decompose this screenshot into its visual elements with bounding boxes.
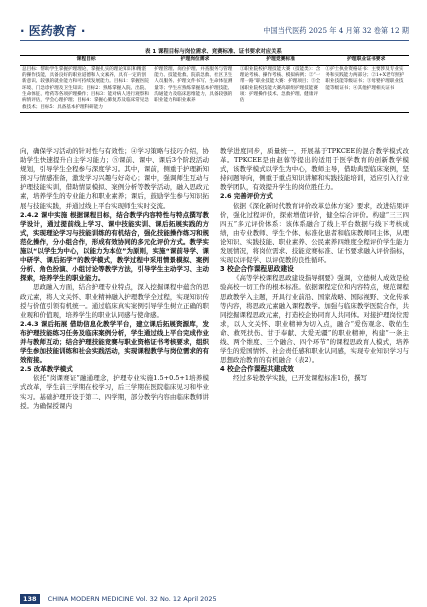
section-title: · 医药教育 · xyxy=(20,24,86,38)
left-text-column xyxy=(20,147,209,411)
page-header xyxy=(0,0,427,44)
body-paragraph: 依托“岗课赛证”融通理念，护理专业实施1.5+0.5+1培养模式改革，学生前三学期在校学习，后三学期在医院临床见习和毕业实习。基础护理开设于第二、四学期，部分教学内容由临床教师讲授。为确保授课内 xyxy=(20,374,209,410)
table-cell: 总目标：帮助学生掌握护理理论，掌握扎实的理论知识和精湛的操作技能，具备良好的职业道德和人文素养，具有一定的创新意识、较强的就业能力和可持续发展能力。目标1：掌握医院环境、门急诊护理及卫生知识；目标2：熟练掌握入院、出院、生命体征、给药等各项护理操作；目标3：能对病人进行观察和病情评估，学会心理护理；目标4：掌握心肺复苏及临床常见急救技术；目标5：具备基本护理科研能力 xyxy=(20,65,152,112)
body-paragraph: 依据《深化新时代教育评价改革总体方案》要求，改进结果评价，强化过程评价，探索增值评价，健全综合评价。构建“三三四四五”多元评价体系：该体系融合了线上平台数据与线下考核成绩，由专业教师、学生个体、标准化患者和临床教师同主体，从理论知识、实践技能、职业素养、公民素养四维度全程评价学生能力发展情况，将岗位需求、技能竞赛标准、证书要求融入评价指标，实现以评促学、以评促教的良性循环。 xyxy=(220,201,409,265)
table-header-cell: 课程目标 xyxy=(20,56,152,66)
header-rule xyxy=(20,40,409,41)
section-heading: 2.5 改革教学模式 xyxy=(20,365,73,374)
section-heading: 2.6 完善评价方式 xyxy=(220,192,273,201)
section-heading: 3 校企合作课程思政建设 xyxy=(220,265,294,274)
section-heading: 2.4.3 课后拓展 借助信息化教学平台，建立课后拓展资源库，发布护理技能练习任务及临床案例分析，学生通过线上平台完成作业并与教师互动；结合护理技能竞赛与职业资格证书考核要求，组织学生参加技能训练和社会实践活动，实现课程教学与岗位需求的有效衔接。 xyxy=(20,319,209,365)
section-heading: 4 校企合作课程共建成效 xyxy=(220,365,294,374)
page-footer xyxy=(20,588,217,603)
body-paragraph: 教学进度同步，质量统一，开展基于TPKCEE的混合教学模式改革。TPKCEE是由赵蓉等提出的适用于医学教育的创新教学模式，该教学模式以学生为中心，教师主导，借助典型临床案例，坚持问题导向，侧重于重点知识讲解和实践技能培训，适应引入行业教学团队，有效提升学生的岗位胜任力。 xyxy=(220,147,409,192)
footer-journal: CHINA MODERN MEDICINE Vol. 32 No. 12 April 2025 xyxy=(47,594,217,603)
table-title: 表 1 课程目标与岗位需求、竞赛标准、证书要求对应关系 xyxy=(145,49,282,55)
table-row xyxy=(20,65,409,112)
body-paragraph: 向，确保学习活动的针对性与有效性；④学习策略与技巧介绍，协助学生快速提升自主学习能力；⑤课前、课中、课后3个阶段活动规划，引导学生全程参与深度学习。其中，课前，侧重于护理新知预习与情感准备，激发学习兴趣与好奇心；课中，强调师生互动与护理技能实训，借助情景模拟、案例分析等教学活动，融入思政元素，培养学生的专业能力和职业素养；课后，鼓励学生参与知识拓展与技能实践，并通过线上平台实现师生实时交流。 xyxy=(20,147,209,210)
table-header-cell: 护理竞赛标准 xyxy=(238,56,324,66)
table-cell: 护理管理、岗位护理、并查服务与管理能力、技能抢救、院前急救、社区卫生人员服务、护理文件书写、生命体征测量等；学生应熟练掌握基本护理技能、沟通能力及临床思维能力，具备较强的职业能力和职业素养 xyxy=(152,65,238,112)
journal-issue: 中国当代医药 2025 年 4 月第 32 卷第 12 期 xyxy=(263,26,409,35)
body-paragraph: 《高等学校课程思政建设指导纲要》强调，立德树人成效是检验高校一切工作的根本标准。依据课程定位和内容特点，规范课程思政教学入主题，开具行业前沿、国家战略、国际视野、文化传承等内容，将思政元素融入课程教学。加强与临床教学医院合作，共同挖掘课程思政元素，打造校企协同育人共同体。对接护理岗位需求，以人文关怀、职业精神为切入点，融合“爱伤观念、敬佑生命、救死扶伤、甘于奉献、大爱无疆”的职业精神，构建“一条主线、两个维度、三个融合、四个环节”的课程思政育人模式，培养学生的爱国情怀、社会责任感和职业认同感，实现专业知识学习与思想政治教育的有机融合（表2）。 xyxy=(220,274,409,365)
table-cell: ①护士执业资格证书：主要涉及专业实务和实践能力两部分；②1+X老年照护职业技能等级证书；③母婴护理职业技能等级证书；④其他护理相关证书 xyxy=(323,65,409,112)
body-paragraph: 经过多轮教学实践，已开发课程标准1份，撰写 xyxy=(233,374,368,383)
table-header-row xyxy=(20,56,409,66)
body-paragraph: 思政融入方面，结合护理专业特点，深入挖掘课程中蕴含的思政元素，将人文关怀、职业精神融入护理教学全过程，实现知识传授与价值引领有机统一。通过临床真实案例引导学生树立正确的职业观和价值观，培养学生的职业认同感与使命感。 xyxy=(20,283,209,319)
table-cell: ①职业院校护理技能大赛（技能类）：含理论考核、操作考核、模拟病例；②“一带一路”职业技能大赛：护理项目；③全国职业院校技能大赛高职组护理技能赛项：护理操作技术、急救护理、健康评估 xyxy=(238,65,324,112)
table-header-cell: 护理岗位需求 xyxy=(152,56,238,66)
objectives-table xyxy=(20,55,409,113)
table-header-cell: 护理职业证书要求 xyxy=(323,56,409,66)
section-heading: 2.4.2 课中实施 根据课程目标，结合教学内容特性与特点撰写教学设计，通过提前线上学习、课中技能实训、课后拓展实践的方式，实现理论学习与技能训练的有机结合，强化技能操作练习和规范化操作，分小组合作，形成有效协同的多元化评价方式。教学实施以“以学生为中心，以能力为本位”为原则，实施“课前导学、课中研学、课后拓学”的教学模式，教学过程中采用情景模拟、案例分析、角色扮演、小组讨论等教学方法，引导学生主动学习、主动探索，培养学生的职业能力。 xyxy=(20,210,209,283)
right-text-column xyxy=(220,147,409,383)
page-number: 138 xyxy=(20,594,40,604)
